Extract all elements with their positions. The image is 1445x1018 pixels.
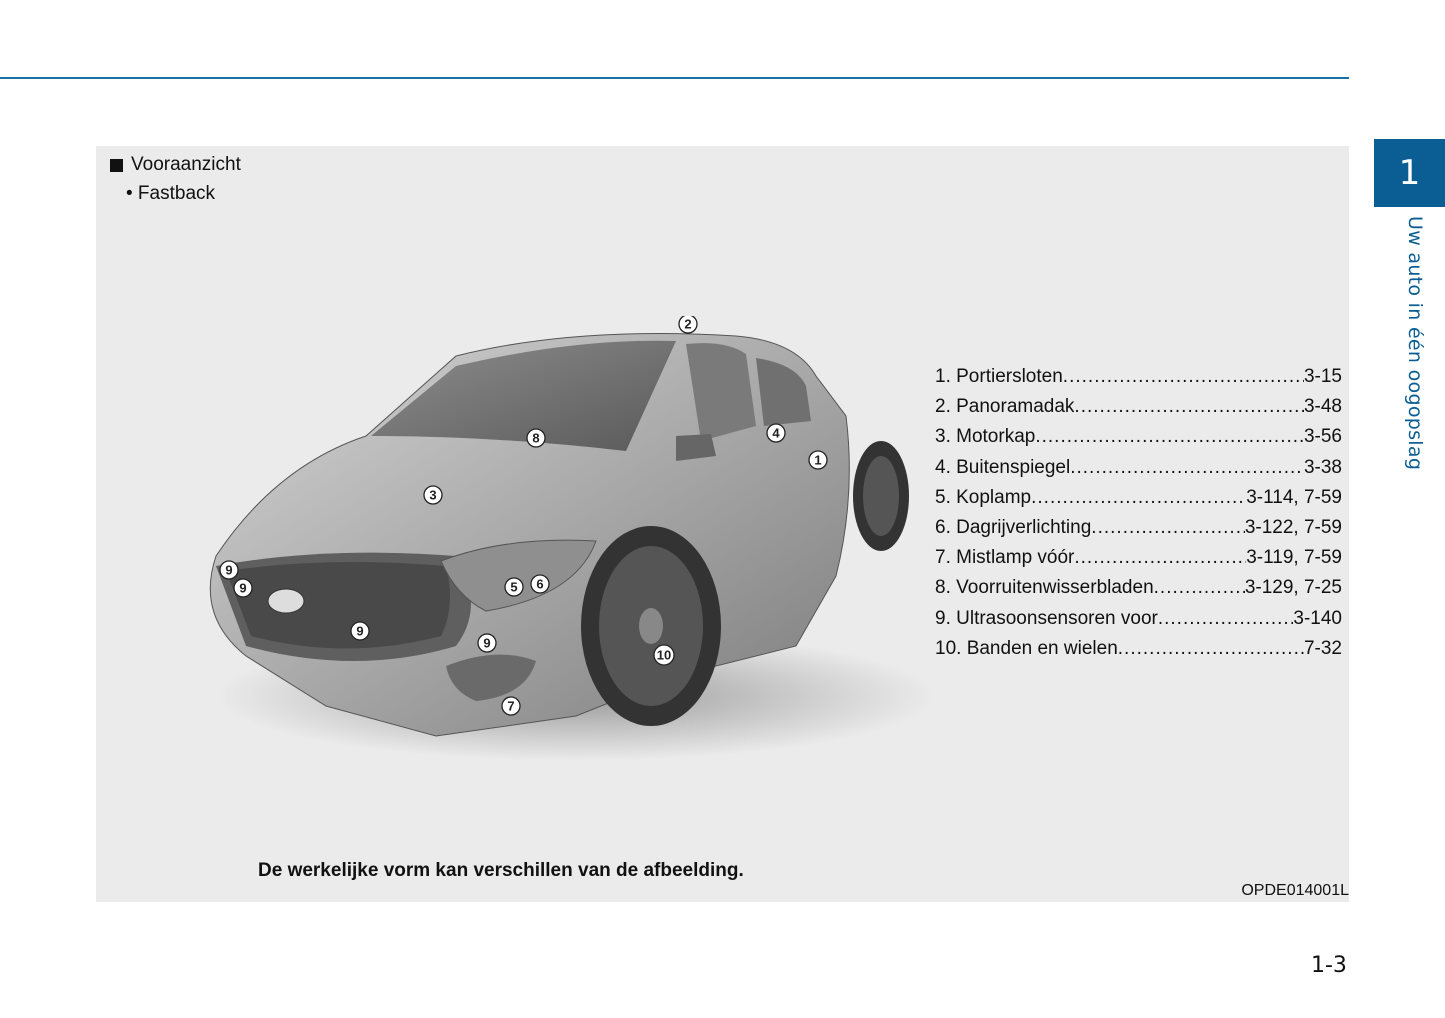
callout-8: 8 [532,430,540,446]
section-title-text: Vooraanzicht [131,154,241,175]
legend-item[interactable] [935,366,1342,396]
leader-dots [1070,457,1304,479]
legend-item[interactable] [935,608,1342,638]
component-legend [935,366,1342,668]
callout-7: 7 [507,698,515,714]
callout-3: 3 [429,487,437,503]
page-reference: 3-140 [1293,607,1342,629]
leader-dots [1074,396,1304,418]
section-title [110,154,241,176]
leader-dots [1035,426,1304,448]
leader-dots [1154,577,1245,599]
legend-item[interactable] [935,517,1342,547]
figure-code: OPDE014001L [1241,882,1349,899]
chapter-number-tab[interactable]: 1 [1374,139,1445,207]
legend-label: 8. Voorruitenwisserbladen [935,577,1154,599]
section-subtitle: • Fastback [126,183,216,204]
page-reference: 7-32 [1303,637,1342,659]
callout-9a: 9 [225,562,233,578]
page-reference: 3-114, 7-59 [1246,486,1342,508]
legend-item[interactable] [935,457,1342,487]
callout-10: 10 [656,647,672,663]
page-reference: 3-15 [1303,366,1342,387]
legend-label: 9. Ultrasoonsensoren voor [935,607,1158,629]
page-reference: 3-129, 7-25 [1244,577,1342,599]
callout-1: 1 [814,452,822,468]
legend-item[interactable] [935,396,1342,426]
legend-item[interactable] [935,487,1342,517]
chapter-title: Uw auto in één oogopslag [1404,216,1426,471]
page-reference: 3-38 [1303,456,1342,478]
legend-label: 6. Dagrijverlichting [935,516,1092,538]
legend-item[interactable] [935,577,1342,607]
page-reference: 3-119, 7-59 [1246,547,1342,569]
legend-item[interactable] [935,547,1342,577]
callout-9b: 9 [239,580,247,596]
page-reference: 3-56 [1303,426,1342,448]
leader-dots [1118,638,1304,660]
legend-label: 7. Mistlamp vóór [935,547,1075,569]
callout-6: 6 [536,576,544,592]
leader-dots [1158,608,1294,630]
leader-dots [1091,517,1245,539]
leader-dots [1074,547,1246,569]
square-bullet-icon [110,159,123,172]
legend-label: 2. Panoramadak [935,396,1075,418]
callout-2: 2 [684,316,692,332]
callout-9c: 9 [356,623,364,639]
page-reference: 3-48 [1303,396,1342,418]
legend-label: 4. Buitenspiegel [935,456,1071,478]
leader-dots [1031,487,1246,509]
legend-item[interactable] [935,426,1342,456]
page-number: 1-3 [1311,953,1347,978]
legend-label: 10. Banden en wielen [935,637,1118,659]
legend-label: 1. Portiersloten [935,366,1063,387]
leader-dots [1063,366,1304,388]
callout-5: 5 [510,579,518,595]
legend-label: 3. Motorkap [935,426,1036,448]
legend-item[interactable] [935,638,1342,668]
callout-9d: 9 [483,635,491,651]
figure-panel [96,146,1349,902]
callout-4: 4 [772,425,780,441]
page-reference: 3-122, 7-59 [1244,516,1342,538]
figure-caption: De werkelijke vorm kan verschillen van de afbeelding. [258,860,744,881]
header-rule [0,77,1349,79]
car-front-view-illustration [156,316,956,776]
legend-label: 5. Koplamp [935,486,1032,508]
